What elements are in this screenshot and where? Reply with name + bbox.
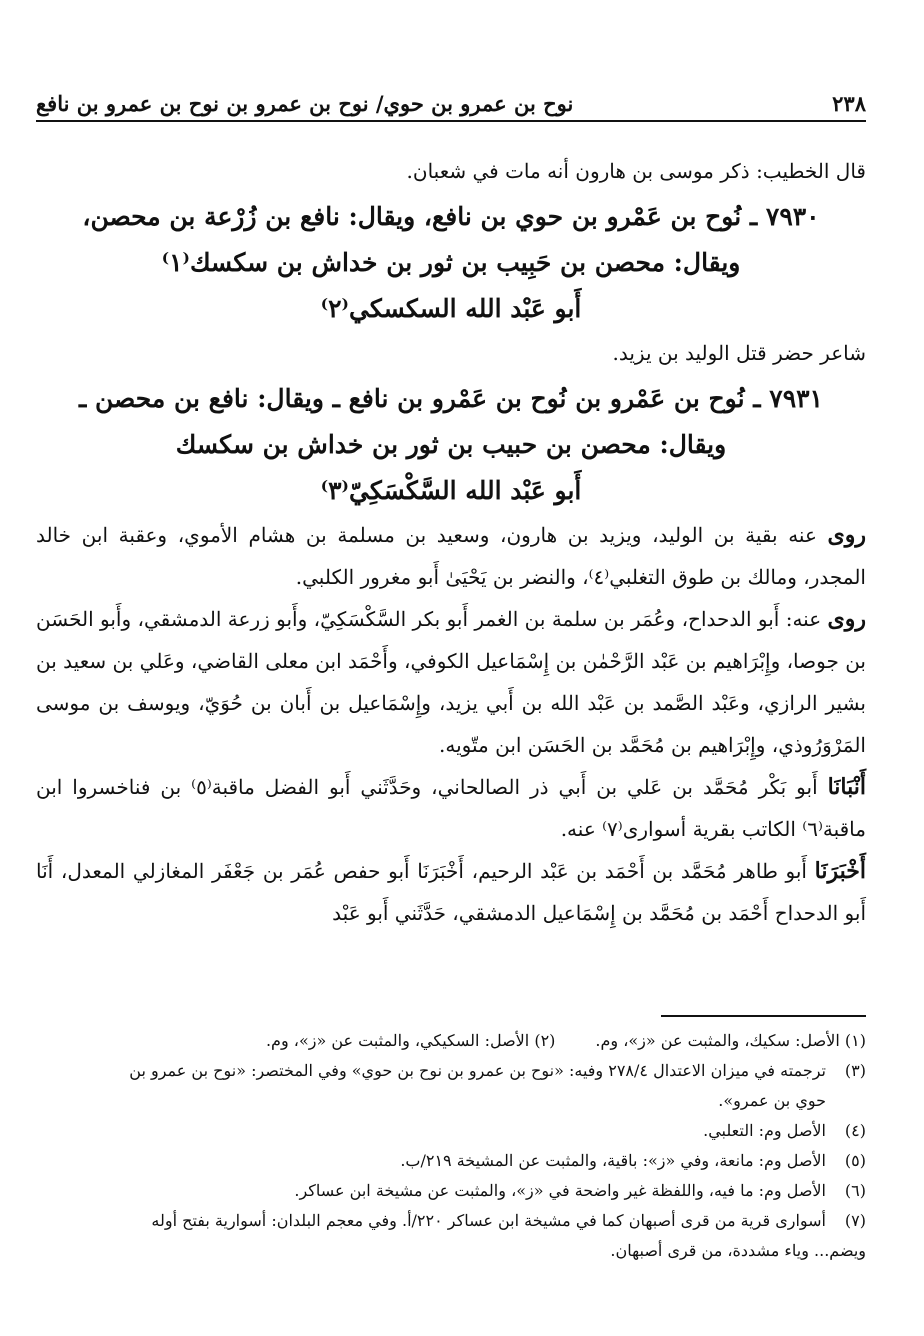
footnote-3-continuation: حوي بن عمرو».: [718, 1091, 826, 1110]
entry-7930-line1: ٧٩٣٠ ـ نُوح بن عَمْرو بن حوي بن نافع، ويقال: نافع بن زُرْعة بن محصن،: [82, 202, 820, 231]
footnote-text: الأصل وم: ما فيه، واللفظة غير واضحة في «ز»، والمثبت عن مشيخة ابن عساكر.: [294, 1181, 826, 1200]
footnotes: [36, 1026, 866, 1266]
book-page: [36, 0, 866, 1336]
entry-7931-line2: ويقال: محصن بن حبيب بن ثور بن خداش بن سكسك: [175, 430, 727, 459]
entry-7931-line1: ٧٩٣١ ـ نُوح بن عَمْرو بن نُوح بن عَمْرو بن نافع ـ ويقال: نافع بن محصن ـ: [79, 384, 823, 413]
intro-line: قال الخطيب: ذكر موسى بن هارون أنه مات في شعبان.: [406, 159, 866, 183]
footnote-text: ترجمته في ميزان الاعتدال ٢٧٨/٤ وفيه: «نوح بن عمرو بن نوح بن حوي» وفي المختصر: «نوح بن عمرو بن: [129, 1061, 826, 1080]
footnote-text: أسوارى قرية من قرى أصبهان كما في مشيخة ابن عساكر ٢٢٠/أ. وفي معجم البلدان: أسوارية بفتح أوله: [151, 1211, 826, 1230]
footnote-number: (٢): [534, 1031, 556, 1050]
footnote-4: [36, 1116, 866, 1146]
paragraph-isnad-2: [36, 850, 866, 934]
footnote-text: الأصل وم: مانعة، وفي «ز»: باقية، والمثبت عن المشيخة ٢١٩/ب.: [400, 1151, 826, 1170]
paragraph-label: أَنْبَانَا: [827, 774, 866, 800]
footnote-number: (١): [844, 1031, 866, 1050]
entry-7930-line3: أَبو عَبْد الله السكسكي⁽٢⁾: [320, 294, 582, 323]
footnote-row-1-2: [36, 1026, 866, 1056]
footnote-number: (٦): [844, 1181, 866, 1200]
running-title: نوح بن عمرو بن حوي/ نوح بن عمرو بن نوح بن عمرو بن نافع: [36, 91, 574, 116]
footnote-number: (٥): [844, 1151, 866, 1170]
paragraph-text: أَبو طاهر مُحَمَّد بن أَحْمَد بن عَبْد الرحيم، أَخْبَرَنَا أَبو حفص عُمَر بن جَعْفَر المغازلي المعدل، أَنَا أَبو الدحداح أَحْمَد بن مُحَمَّد بن إِسْمَاعيل الدمشقي، حَدَّثَني أَبو عَبْد: [36, 859, 866, 925]
footnote-number: (٣): [844, 1061, 866, 1080]
main-text: [36, 150, 866, 934]
footnote-7: [36, 1206, 866, 1236]
paragraph-label: أَخْبَرَنَا: [814, 858, 866, 884]
entry-7931-heading: [36, 376, 866, 514]
footnote-number: (٧): [844, 1211, 866, 1230]
entry-7931-line3: أَبو عَبْد الله السَّكْسَكِيّ⁽٣⁾: [320, 476, 582, 505]
footnote-7-continuation: ويضم... وياء مشددة، من قرى أصبهان.: [610, 1241, 866, 1260]
header-divider: [36, 120, 866, 122]
footnote-2: [266, 1026, 555, 1056]
footnote-6: [36, 1176, 866, 1206]
paragraph-label: روى: [827, 606, 866, 632]
footnote-divider: [661, 1015, 866, 1017]
paragraph-text: أَبو بَكْر مُحَمَّد بن عَلي بن أَبي ذر الصالحاني، وحَدَّثَني أَبو الفضل ماقبة⁽٥⁾ بن فناخسروا ابن ماقبة⁽٦⁾ الكاتب بقرية أسوارى⁽٧⁾ عنه.: [36, 775, 866, 841]
footnote-5: [36, 1146, 866, 1176]
page-header: [36, 80, 866, 116]
entry-7930-text: شاعر حضر قتل الوليد بن يزيد.: [612, 341, 866, 365]
paragraph-label: روى: [827, 522, 866, 548]
paragraph-isnad-1: [36, 766, 866, 850]
page-number: ٢٣٨: [832, 91, 866, 116]
entry-7930-line2: ويقال: محصن بن حَبِيب بن ثور بن خداش بن سكسك⁽١⁾: [161, 248, 741, 277]
paragraph-narrated-by: [36, 598, 866, 766]
footnote-number: (٤): [844, 1121, 866, 1140]
paragraph-text: عنه: أَبو الدحداح، وعُمَر بن سلمة بن الغمر أَبو بكر السَّكْسَكِيّ، وأَبو زرعة الدمشقي، وأَبو الحَسَن بن جوصا، وإِبْرَاهيم بن عَبْد الرَّحْمٰن بن إِسْمَاعيل الكوفي، وأَحْمَد ابن معلى القاضي، وعَلي بن سعيد بن بشير الرازي، وعَبْد الصَّمد بن عَبْد الله بن أَبي يزيد، وإِسْمَاعيل بن أَبان بن حُوَيّ، ويوسف بن موسى المَرْوَرُوذي، وإِبْرَاهيم بن مُحَمَّد بن الحَسَن ابن متّويه.: [36, 607, 866, 757]
footnote-text: الأصل وم: التعلبي.: [703, 1121, 826, 1140]
entry-7930-heading: [36, 194, 866, 332]
footnote-text: الأصل: السكيكي، والمثبت عن «ز»، وم.: [265, 1031, 530, 1050]
paragraph-narrated-from: [36, 514, 866, 598]
footnote-3: [36, 1056, 866, 1086]
footnote-1: [595, 1026, 866, 1056]
footnote-text: الأصل: سكيك، والمثبت عن «ز»، وم.: [595, 1031, 840, 1050]
paragraph-text: عنه بقية بن الوليد، ويزيد بن هارون، وسعيد بن مسلمة بن هشام الأموي، وعقبة ابن خالد المجدر، ومالك بن طوق التغلبي⁽٤⁾، والنضر بن يَحْيَىٰ أَبو مغرور الكلبي.: [36, 523, 866, 589]
